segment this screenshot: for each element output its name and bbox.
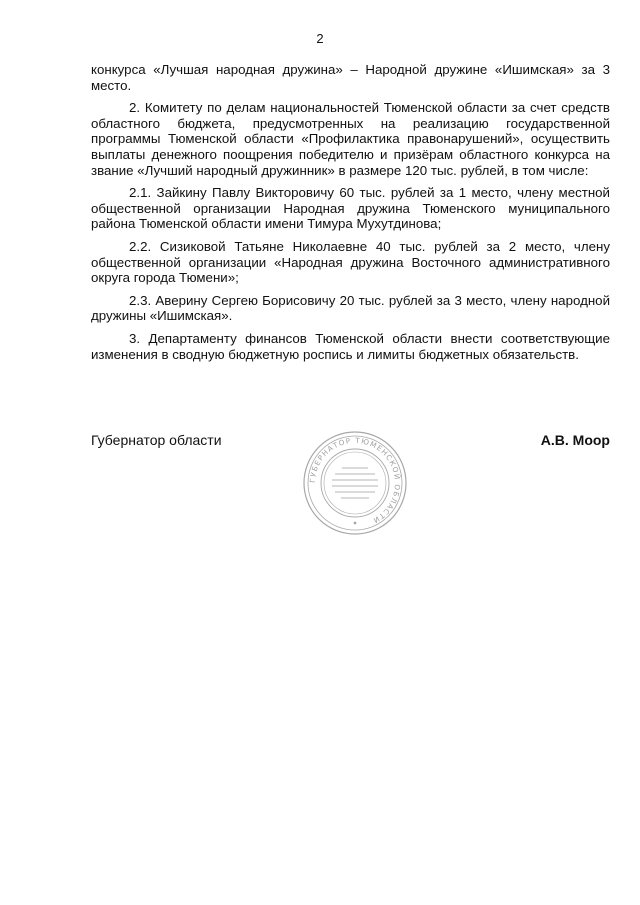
official-seal-stamp (302, 430, 408, 536)
paragraph-item-2-3: 2.3. Аверину Сергею Борисовичу 20 тыс. рублей за 3 место, члену народной дружины «Ишимская». (91, 292, 610, 324)
paragraph-continuation: конкурса «Лучшая народная дружина» – Народной дружине «Ишимская» за 3 место. (91, 62, 610, 93)
paragraph-item-3: 3. Департаменту финансов Тюменской области внести соответствующие изменения в сводную бюджетную роспись и лимиты бюджетных обязательств. (91, 330, 610, 362)
paragraph-item-2: 2. Комитету по делам национальностей Тюменской области за счет средств областного бюджета, предусмотренных на реализацию государственной программы Тюменской области «Профилактика правонарушений», осуществить выплаты денежного поощрения победителю и призёрам областного конкурса на звание «Лучший народный дружинник» в размере 120 тыс. рублей, в том числе: (91, 100, 610, 178)
paragraph-item-2-1: 2.1. Зайкину Павлу Викторовичу 60 тыс. рублей за 1 место, члену местной общественной организации Народная дружина Тюменского муниципального района Тюменской области имени Тимура Мухутдинова; (91, 185, 610, 232)
signer-name: А.В. Моор (540, 432, 610, 448)
seal-outer-text: ГУБЕРНАТОР ТЮМЕНСКОЙ ОБЛАСТИ (307, 435, 403, 526)
paragraph-item-2-2: 2.2. Сизиковой Татьяне Николаевне 40 тыс. рублей за 2 место, члену общественной организации «Народная дружина Восточного административного округа города Тюмени»; (91, 238, 610, 286)
document-body (91, 62, 610, 369)
signer-title: Губернатор области (91, 432, 222, 448)
page-number: 2 (316, 31, 324, 46)
